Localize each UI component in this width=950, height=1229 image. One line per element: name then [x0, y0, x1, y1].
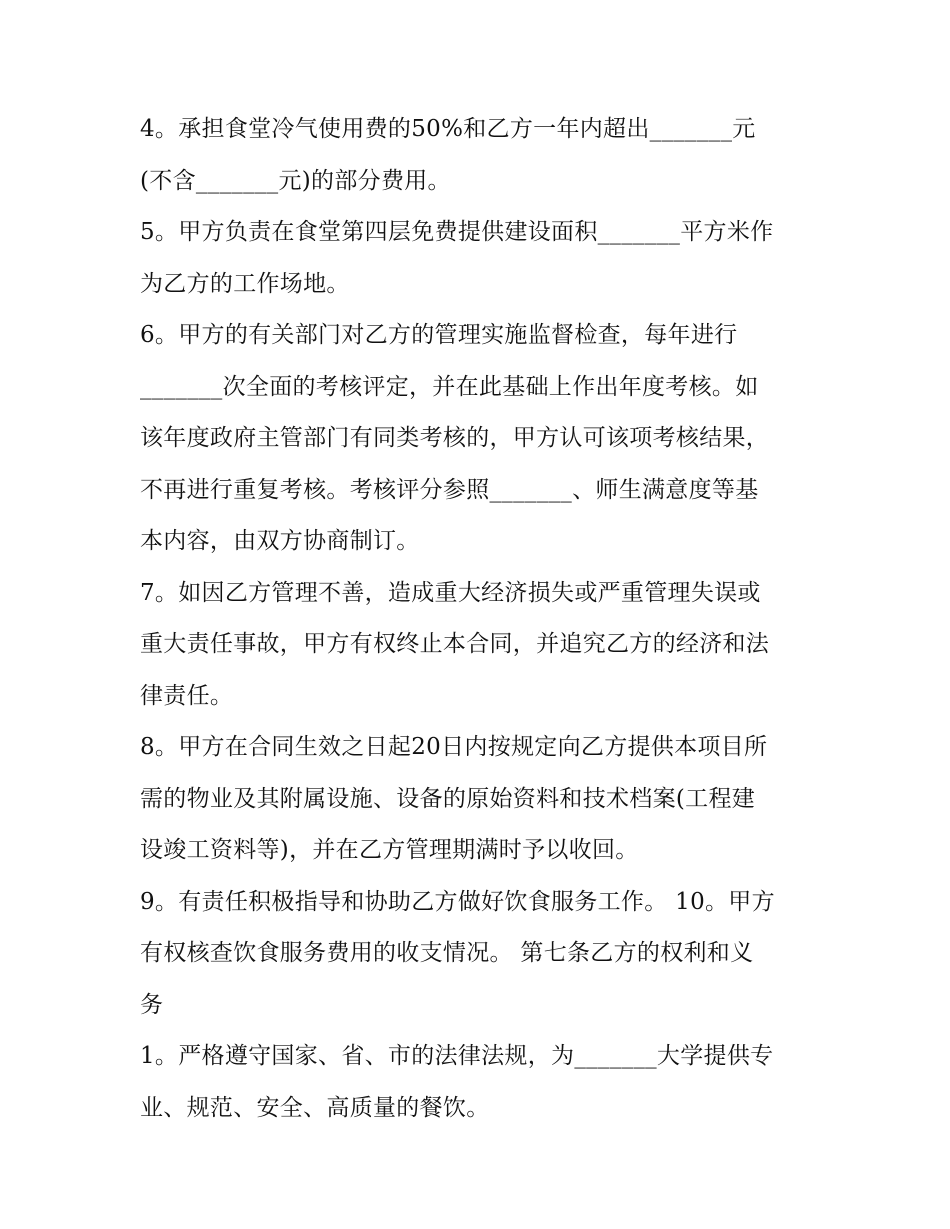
text-line: 不再进行重复考核。考核评分参照_______、师生满意度等基 [140, 476, 759, 503]
text-line: 1。严格遵守国家、省、市的法律法规，为_______大学提供专 [140, 1043, 774, 1069]
text-line: 重大责任事故，甲方有权终止本合同，并追究乙方的经济和法 [140, 631, 770, 657]
text-line: 9。有责任积极指导和协助乙方做好饮食服务工作。 10。甲方 [140, 888, 775, 915]
contract-body-text [140, 104, 820, 1134]
text-line: (不含_______元)的部分费用。 [140, 167, 451, 194]
text-line: 5。甲方负责在食堂第四层免费提供建设面积_______平方米作 [140, 219, 774, 245]
text-line: 设竣工资料等)，并在乙方管理期满时予以收回。 [140, 837, 639, 863]
text-line: 7。如因乙方管理不善，造成重大经济损失或严重管理失误或 [140, 579, 761, 606]
text-line: 需的物业及其附属设施、设备的原始资料和技术档案(工程建 [140, 785, 756, 812]
text-line: 律责任。 [140, 682, 234, 709]
text-line: 8。甲方在合同生效之日起20日内按规定向乙方提供本项目所 [140, 734, 768, 760]
text-line: 6。甲方的有关部门对乙方的管理实施监督检查，每年进行 [140, 322, 738, 348]
text-line: 务 [140, 991, 164, 1018]
text-line: 有权核查饮食服务费用的收支情况。 第七条乙方的权利和义 [140, 940, 754, 966]
text-line: 该年度政府主管部门有同类考核的，甲方认可该项考核结果， [140, 425, 770, 451]
text-line: 4。承担食堂冷气使用费的50%和乙方一年内超出_______元 [140, 116, 756, 142]
text-line: 为乙方的工作场地。 [140, 270, 350, 297]
text-line: _______次全面的考核评定，并在此基础上作出年度考核。如 [140, 373, 759, 400]
text-line: 业、规范、安全、高质量的餐饮。 [140, 1094, 490, 1121]
text-line: 本内容，由双方协商制订。 [140, 528, 420, 554]
